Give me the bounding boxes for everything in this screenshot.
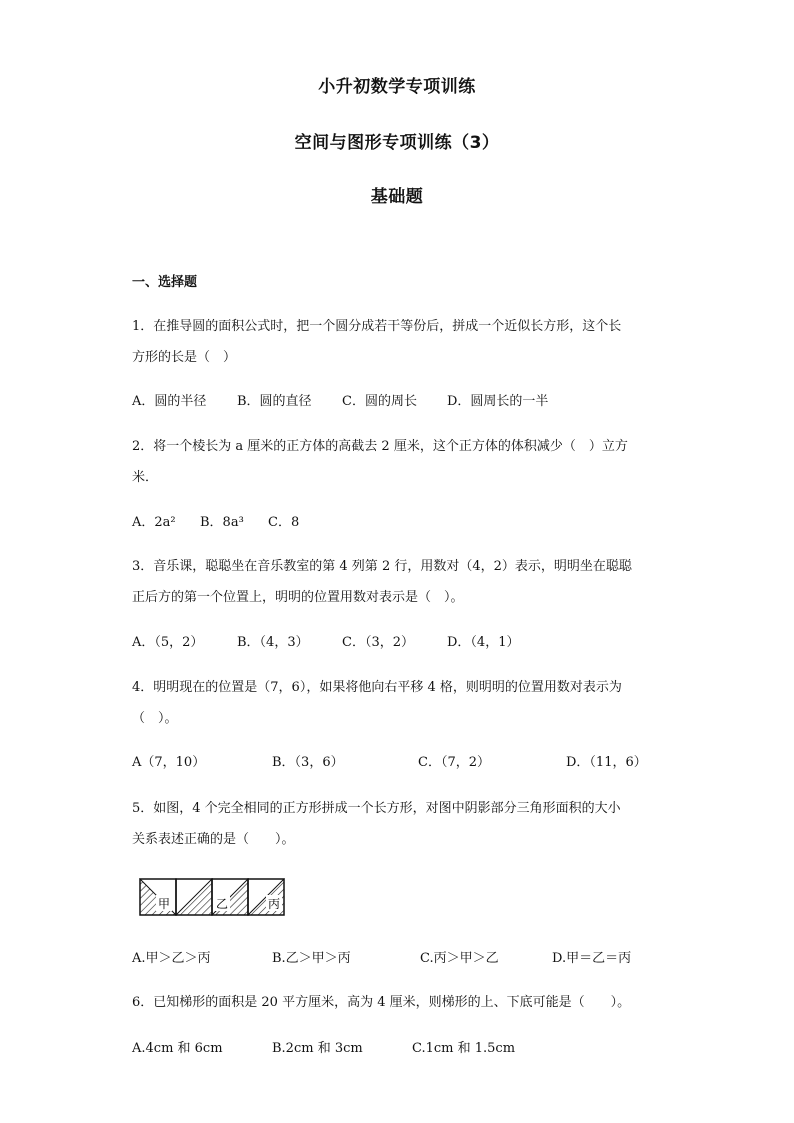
question-3-option-c: C．（3，2） (342, 635, 414, 650)
question-4-option-d: D．（11，6） (566, 755, 647, 770)
question-5-line-1: 5．如图，4 个完全相同的正方形拼成一个长方形，对图中阴影部分三角形面积的大小 (132, 801, 621, 816)
question-6-option-c: C.1cm 和 1.5cm (412, 1041, 516, 1056)
triangle-yi-left (176, 879, 212, 915)
sub-title: 空间与图形专项训练（3） (294, 133, 500, 153)
question-4-option-a: A（7，10） (132, 755, 206, 770)
label-bing: 丙 (267, 897, 281, 911)
question-4-line-1: 4．明明现在的位置是（7，6），如果将他向右平移 4 格，则明明的位置用数对表示为 (132, 680, 622, 695)
question-2-line-1: 2．将一个棱长为 a 厘米的正方体的高截去 2 厘米，这个正方体的体积减少（ ）立方 (132, 439, 628, 454)
label-yi: 乙 (215, 897, 229, 911)
question-5-option-c: C.丙＞甲＞乙 (420, 951, 499, 966)
question-5-option-b: B.乙＞甲＞丙 (272, 951, 351, 966)
question-2-line-2: 米． (132, 470, 159, 485)
question-1-line-2: 方形的长是（ ） (132, 350, 237, 365)
question-5-option-a: A.甲＞乙＞丙 (132, 951, 211, 966)
question-3-option-a: A．（5，2） (132, 635, 204, 650)
question-5-line-2: 关系表述正确的是（ ）。 (132, 832, 295, 847)
question-1-option-b: B．圆的直径 (237, 394, 312, 409)
question-1-option-a: A．圆的半径 (132, 394, 207, 409)
question-3-line-1: 3．音乐课，聪聪坐在音乐教室的第 4 列第 2 行，用数对（4，2）表示，明明坐在聪聪 (132, 559, 632, 574)
question-1-option-d: D．圆周长的一半 (447, 394, 549, 409)
question-2-option-a: A．2a² (132, 515, 176, 530)
four-squares-figure (139, 878, 285, 918)
square-2 (176, 879, 212, 915)
question-3-option-b: B．（4，3） (237, 635, 309, 650)
section-heading: 一、选择题 (132, 275, 198, 290)
question-2-option-c: C．8 (268, 515, 300, 530)
question-6-line-1: 6．已知梯形的面积是 20 平方厘米，高为 4 厘米，则梯形的上、下底可能是（ ）。 (132, 995, 631, 1010)
question-2-option-b: B．8a³ (200, 515, 244, 530)
question-3-line-2: 正后方的第一个位置上，明明的位置用数对表示是（ ）。 (132, 590, 464, 605)
question-6-option-b: B.2cm 和 3cm (272, 1041, 363, 1056)
level-title: 基础题 (370, 187, 424, 207)
question-6-option-a: A.4cm 和 6cm (132, 1041, 223, 1056)
question-4-line-2: （ ）。 (132, 711, 178, 726)
label-jia: 甲 (157, 897, 171, 911)
question-4-option-b: B．（3，6） (272, 755, 344, 770)
question-5-option-d: D.甲＝乙＝丙 (552, 951, 632, 966)
question-1-line-1: 1．在推导圆的面积公式时，把一个圆分成若干等份后，拼成一个近似长方形，这个长 (132, 319, 622, 334)
main-title: 小升初数学专项训练 (318, 77, 476, 97)
question-4-option-c: C．（7，2） (418, 755, 490, 770)
question-3-option-d: D．（4，1） (447, 635, 520, 650)
question-1-option-c: C．圆的周长 (342, 394, 417, 409)
